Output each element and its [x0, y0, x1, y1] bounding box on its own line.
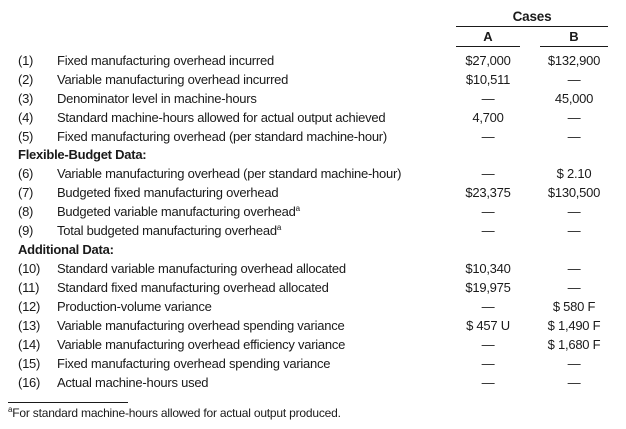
cell-case-a: $27,000 — [465, 53, 511, 68]
cell-case-b: $ 1,490 F — [547, 318, 601, 333]
table-row — [0, 354, 626, 373]
row-label — [57, 108, 385, 127]
row-number: (5) — [18, 129, 34, 144]
row-label-text: Total budgeted manufacturing overhead — [57, 223, 277, 238]
cell-case-a: — — [481, 166, 495, 181]
row-label-text: Budgeted fixed manufacturing overhead — [57, 185, 279, 200]
row-label-text: Standard machine-hours allowed for actual output achieved — [57, 110, 386, 125]
row-number: (1) — [18, 53, 34, 68]
row-number: (11) — [18, 280, 40, 295]
row-label — [57, 51, 274, 70]
row-label-text: Production-volume variance — [57, 299, 212, 314]
cell-case-a: $23,375 — [465, 185, 511, 200]
row-number: (2) — [18, 72, 34, 87]
row-number: (12) — [18, 299, 41, 314]
row-number: (14) — [18, 337, 41, 352]
table-row — [0, 108, 626, 127]
cell-case-a: 4,700 — [472, 110, 504, 125]
footnote — [8, 406, 341, 420]
table-row — [0, 164, 626, 183]
row-label-text: Variable manufacturing overhead efficiency variance — [57, 337, 346, 352]
cell-case-b: — — [567, 129, 581, 144]
table-row — [0, 183, 626, 202]
row-label-text: Denominator level in machine-hours — [57, 91, 257, 106]
row-label — [57, 259, 346, 278]
row-number: (8) — [18, 204, 34, 219]
row-label-text: Variable manufacturing overhead spending variance — [57, 318, 345, 333]
table-row — [0, 70, 626, 89]
cell-case-a: $10,511 — [465, 72, 511, 87]
table-row — [0, 335, 626, 354]
cell-case-b: $ 2.10 — [556, 166, 592, 181]
row-label — [57, 297, 212, 316]
cell-case-b: $132,900 — [547, 53, 601, 68]
cell-case-b: $ 580 F — [552, 299, 596, 314]
cell-case-a: $10,340 — [465, 261, 511, 276]
cases-header-rule — [456, 26, 608, 27]
row-label — [57, 335, 345, 354]
table-row — [0, 259, 626, 278]
cell-case-a: — — [481, 129, 495, 144]
table-row — [0, 316, 626, 335]
cell-case-b: — — [567, 375, 581, 390]
footnote-ref: a — [276, 223, 282, 232]
row-number: (7) — [18, 185, 34, 200]
table-row — [0, 127, 626, 146]
row-label-text: Variable manufacturing overhead (per standard machine-hour) — [57, 166, 402, 181]
table-row — [0, 89, 626, 108]
cell-case-b: — — [567, 280, 581, 295]
row-number: (16) — [18, 375, 41, 390]
row-label-text: Budgeted variable manufacturing overhead — [57, 204, 296, 219]
column-b-rule — [540, 46, 608, 47]
row-label-text: Fixed manufacturing overhead incurred — [57, 53, 274, 68]
table-row — [0, 297, 626, 316]
row-label-text: Actual machine-hours used — [57, 375, 209, 390]
footnote-marker: a — [8, 405, 13, 414]
cell-case-b: — — [567, 110, 581, 125]
cell-case-b: — — [567, 223, 581, 238]
row-label-text: Standard fixed manufacturing overhead allocated — [57, 280, 329, 295]
row-label-text: Variable manufacturing overhead incurred — [57, 72, 289, 87]
row-label — [57, 202, 300, 221]
row-label — [57, 221, 281, 240]
cell-case-a: — — [481, 337, 495, 352]
cell-case-b: — — [567, 261, 581, 276]
cell-case-a: — — [481, 356, 495, 371]
cell-case-b: — — [567, 356, 581, 371]
row-label-text: Fixed manufacturing overhead (per standard machine-hour) — [57, 129, 387, 144]
row-number: (9) — [18, 223, 34, 238]
column-header-a: A — [483, 29, 493, 44]
cell-case-a: $19,975 — [465, 280, 511, 295]
cell-case-b: $130,500 — [547, 185, 601, 200]
row-label — [57, 89, 257, 108]
table-row — [0, 202, 626, 221]
column-a-rule — [456, 46, 520, 47]
section-header-flexible: Flexible-Budget Data: — [18, 147, 147, 162]
row-label — [57, 70, 288, 89]
cases-header: Cases — [512, 9, 552, 24]
row-label-text: Fixed manufacturing overhead spending variance — [57, 356, 331, 371]
cell-case-a: — — [481, 223, 495, 238]
cell-case-b: — — [567, 72, 581, 87]
row-label — [57, 316, 344, 335]
row-label — [57, 164, 401, 183]
row-number: (4) — [18, 110, 34, 125]
cell-case-b: $ 1,680 F — [547, 337, 601, 352]
cell-case-a: — — [481, 299, 495, 314]
cell-case-a: — — [481, 91, 495, 106]
row-label — [57, 373, 208, 392]
row-number: (3) — [18, 91, 34, 106]
row-number: (15) — [18, 356, 41, 371]
section-header-additional: Additional Data: — [18, 242, 114, 257]
cell-case-b: — — [567, 204, 581, 219]
table-row — [0, 51, 626, 70]
row-number: (13) — [18, 318, 41, 333]
cell-case-b: 45,000 — [554, 91, 594, 106]
row-label — [57, 127, 387, 146]
row-label-text: Standard variable manufacturing overhead allocated — [57, 261, 346, 276]
table-row — [0, 221, 626, 240]
footnote-rule — [8, 402, 128, 403]
table-row — [0, 373, 626, 392]
cell-case-a: — — [481, 204, 495, 219]
cell-case-a: — — [481, 375, 495, 390]
row-number: (10) — [18, 261, 41, 276]
cell-case-a: $ 457 U — [466, 318, 510, 333]
table-row — [0, 278, 626, 297]
column-header-b: B — [569, 29, 579, 44]
row-label — [57, 183, 278, 202]
row-label — [57, 278, 329, 297]
row-label — [57, 354, 330, 373]
footnote-ref: a — [295, 204, 300, 213]
row-number: (6) — [18, 166, 34, 181]
footnote-text: For standard machine-hours allowed for actual output produced. — [12, 406, 341, 420]
